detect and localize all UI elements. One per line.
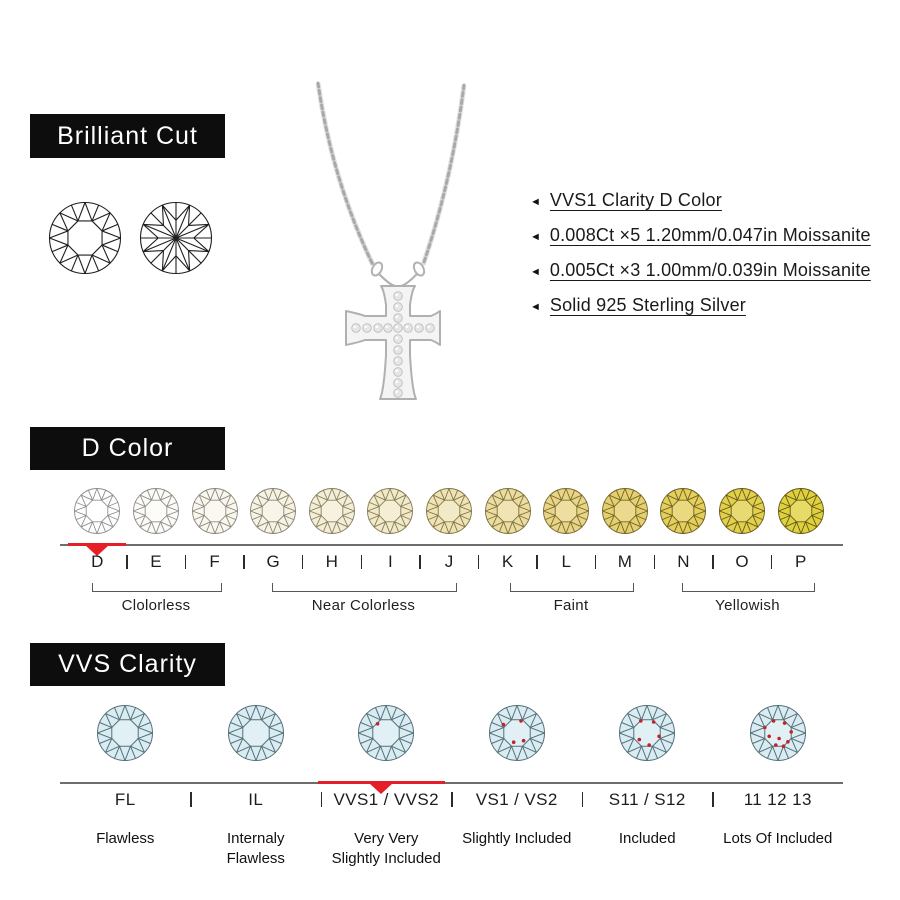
clarity-description-line: Flawless [226, 850, 285, 867]
color-scale-line [60, 544, 843, 546]
color-grade-letter-P: P [794, 552, 807, 571]
clarity-grade-gem [321, 704, 452, 762]
clarity-description-line: Slightly Included [462, 830, 572, 847]
color-grade-letter-I: I [361, 551, 420, 573]
clarity-description [582, 829, 713, 869]
color-grade-letter-N: N [654, 551, 713, 573]
clarity-grade-gem [713, 704, 844, 762]
spec-text: Solid 925 Sterling Silver [549, 295, 746, 315]
section-title-brilliant-cut: Brilliant Cut [30, 114, 225, 158]
color-grade-letter-G: G [244, 551, 303, 573]
clarity-grade-label: S11 / S12 [582, 789, 713, 811]
clarity-description-line: Included [618, 830, 676, 847]
left-arrow-bullet-icon: ◄ [530, 230, 541, 243]
spec-item [530, 225, 871, 246]
left-arrow-bullet-icon: ◄ [530, 265, 541, 278]
clarity-grade-label: 11 12 13 [743, 790, 812, 809]
brilliant-cut-pavilion-view-icon [139, 201, 213, 275]
spec-text: 0.005Ct ×3 1.00mm/0.039in Moissanite [549, 260, 871, 280]
clarity-description-line: Internaly [226, 830, 285, 847]
clarity-description [191, 829, 322, 869]
color-grade-letter-H: H [302, 551, 361, 573]
color-grade-letter-F: F [185, 551, 244, 573]
product-spec-list [530, 190, 871, 330]
category-label: Near Colorless [311, 597, 416, 614]
color-grade-letter-M: M [595, 551, 654, 573]
clarity-description-line: Slightly Included [331, 850, 441, 867]
clarity-scale-line [60, 782, 843, 784]
section-title-vvs-clarity: VVS Clarity [30, 643, 225, 686]
spec-item [530, 295, 871, 316]
category-label: Yellowish [715, 597, 780, 614]
color-grade-letter-J: J [420, 551, 479, 573]
section-title-d-color: D Color [30, 427, 225, 470]
color-grade-letter-K: K [478, 551, 537, 573]
color-grade-gem-M [595, 487, 654, 535]
color-grade-gem-K [478, 487, 537, 535]
color-grade-gem-E [127, 487, 186, 535]
category-bracket [272, 583, 457, 592]
color-grade-gem-N [654, 487, 713, 535]
color-grade-gem-G [244, 487, 303, 535]
color-grade-letter-D: D [68, 551, 127, 573]
clarity-grade-label: VVS1 / VVS2 [321, 789, 452, 811]
clarity-grade-gem [60, 704, 191, 762]
color-grade-gem-L [537, 487, 596, 535]
spec-text: 0.008Ct ×5 1.20mm/0.047in Moissanite [549, 225, 871, 245]
clarity-grade-label-row [60, 789, 843, 811]
color-grade-gem-H [302, 487, 361, 535]
color-grade-gem-D [68, 487, 127, 535]
category-bracket [510, 583, 634, 592]
clarity-grade-label: VS1 / VS2 [452, 789, 583, 811]
clarity-grade-gem [582, 704, 713, 762]
clarity-description-line: Very Very [354, 830, 419, 847]
color-grade-gem-J [420, 487, 479, 535]
clarity-grade-label: IL [191, 789, 322, 811]
color-grade-gem-F [185, 487, 244, 535]
clarity-description [60, 829, 191, 869]
color-grade-letter-O: O [713, 551, 772, 573]
spec-item [530, 190, 871, 211]
cross-necklace-image [280, 55, 520, 415]
color-grade-letter-L: L [537, 551, 596, 573]
category-label: Faint [553, 597, 589, 614]
clarity-description [321, 829, 452, 869]
clarity-grade-gem [452, 704, 583, 762]
color-grade-gem-O [713, 487, 772, 535]
clarity-grade-gem [191, 704, 322, 762]
category-bracket [92, 583, 222, 592]
clarity-grade-gem-row [60, 704, 843, 762]
color-grade-letter-E: E [127, 551, 186, 573]
spec-item [530, 260, 871, 281]
left-arrow-bullet-icon: ◄ [530, 300, 541, 313]
clarity-description-row [60, 829, 843, 869]
color-grade-gem-row [68, 487, 830, 535]
brilliant-cut-crown-view-icon [48, 201, 122, 275]
color-grade-gem-P [771, 487, 830, 535]
clarity-description [452, 829, 583, 869]
left-arrow-bullet-icon: ◄ [530, 195, 541, 208]
color-grade-letter-row [68, 551, 830, 573]
clarity-grade-label: FL [60, 789, 191, 811]
clarity-description [713, 829, 844, 869]
color-grade-gem-I [361, 487, 420, 535]
spec-text: VVS1 Clarity D Color [549, 190, 722, 210]
category-bracket [682, 583, 815, 592]
clarity-description-line: Flawless [96, 830, 155, 847]
clarity-description-line: Lots Of Included [723, 830, 833, 847]
category-label: Clolorless [121, 597, 191, 614]
